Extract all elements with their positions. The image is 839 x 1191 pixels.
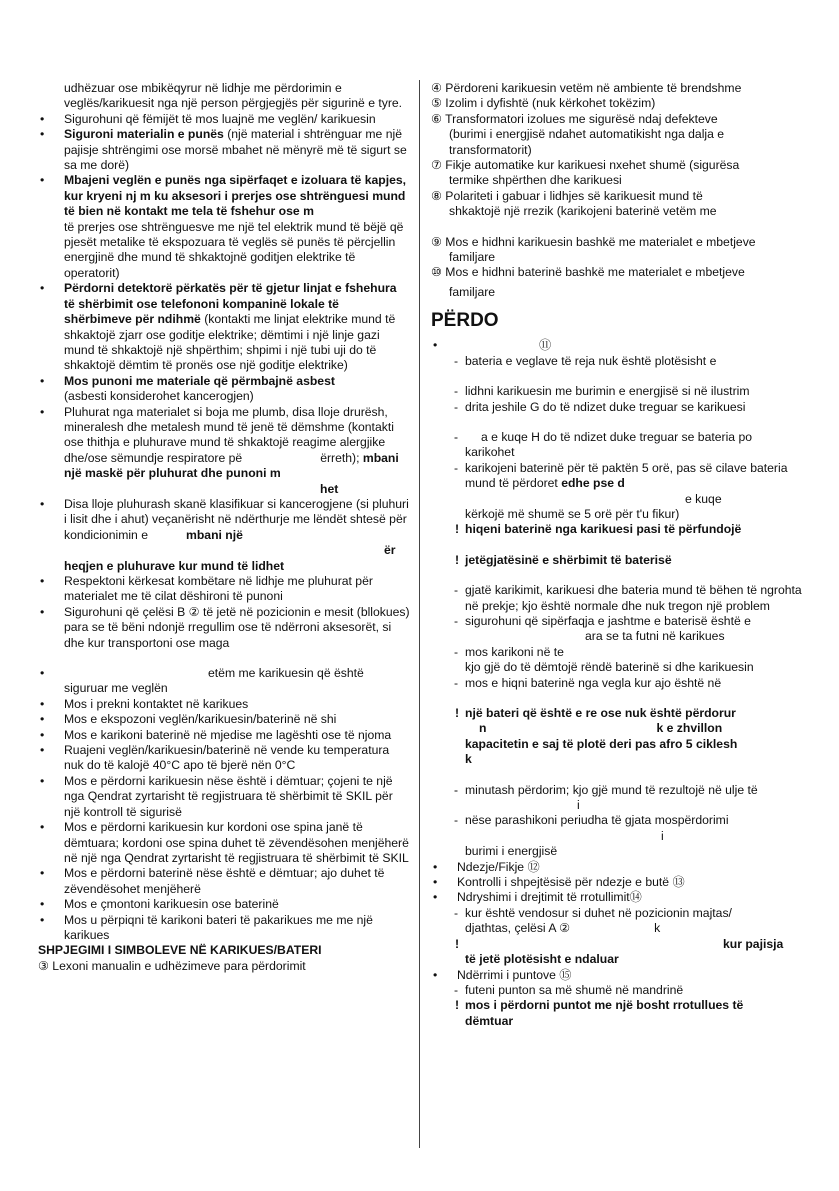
dash-item [431,645,803,676]
bold-text: dëmtuar [465,1013,514,1028]
bold-text: heqjen e pluhurave kur mund të lidhet [64,558,285,573]
spacer [431,691,803,706]
body-text: i [661,828,664,843]
list-item: • Mos i prekni kontaktet në karikues [38,697,410,712]
spacer [431,415,803,430]
symbol-item-cont: familjare [449,250,496,265]
warning-item [431,706,803,768]
bold-text: Siguroni materialin e punës [64,127,224,142]
bold-text: kur pajisja [723,936,784,951]
body-text: (kontakti me linjat elektrike mund të shkaktojë zjarr ose goditje elektrike; dëmtimi i një linje gazi mund të shkaktojë një shpërthim; shpimi i një tubi uji do të shkaktojë dëmtim të pronës ose një goditje elektrike) [64,312,396,373]
safety-list [38,112,410,944]
list-item: • Ndezje/Fikje ⑫ [431,860,803,875]
bold-text: Përdorni detektorë përkatës për të gjetur linjat e fshehura të shërbimit ose telefononi kompaninë lokale të shërbimeve për ndihmë [64,281,397,327]
symbol-item-cont: familjare [449,284,496,299]
list-item: • Ndryshimi i drejtimit të rrotullimit⑭ [431,890,803,905]
bold-text: mbani [359,450,399,465]
bold-text: edhe pse d [561,476,625,491]
right-column [431,81,803,1029]
symbols-heading: SHPJEGIMI I SIMBOLEVE NË KARIKUES/BATERI [38,943,322,958]
list-item: • Mos e çmontoni karikuesin ose baterinë [38,897,410,912]
list-item: • Mos e përdorni karikuesin nëse është i dëmtuar; çojeni te një nga Qendrat zyrtarisht të regjistruara të shërbimit të SKIL për një kontroll të sigurisë [38,774,410,820]
body-text: (asbesti konsiderohet kancerogjen) [64,389,254,404]
dash-item: - lidhni karikuesin me burimin e energjisë si në ilustrim [431,384,803,399]
symbol-item: ⑧ Polariteti i gabuar i lidhjes së karikuesit mund të [431,188,703,203]
spacer [431,768,803,783]
body-text: (një material i shtrënguar me një pajisje shtrëngimi ose morsë mbahet në mënyrë më të sigurt se sa me dorë) [64,127,407,173]
symbol-item: ⑤ Izolim i dyfishtë (nuk kërkohet tokëzim) [431,96,656,111]
list-item: • Mos e ekspozoni veglën/karikuesin/baterinë në shi [38,712,410,727]
dash-item [431,614,803,645]
body-text: kërkojë më shumë se 5 orë për t'u fikur) [465,506,680,521]
body-text: k [654,921,661,936]
usage-list [431,338,803,1029]
body-text: Pluhurat nga materialet si boja me plumb, disa lloje drurësh, mineralesh dhe metalesh mund të jenë të dëmshme (kontakti ose thithja e pluhurave mund të shkaktojë reagime alergjike dhe/ose sëmundje respiratore pë [64,404,394,465]
list-item: • Ndërrimi i puntove ⑮ [431,968,803,983]
body-text: burimi i energjisë [465,844,558,859]
dash-item [431,461,803,523]
list-item: • Sigurohuni që çelësi B ② të jetë në pozicionin e mesit (bllokues) para se të bëni ndonjë rregullim ose të ndërroni aksesorët, si dhe kur transportoni ose maga [38,605,410,651]
body-text: minutash përdorim; kjo gjë mund të rezultojë në ulje të [465,782,758,797]
body-text: e kuqe [685,491,722,506]
list-item: • Sigurohuni që fëmijët të mos luajnë me veglën/ karikuesin [38,112,410,127]
symbol-item-cont: termike shpërthen dhe karikuesi [449,173,622,188]
bold-text: k e zhvillon [656,721,723,736]
symbol-item: ⑨ Mos e hidhni karikuesin bashkë me materialet e mbetjeve [431,234,756,249]
symbol-item-cont: (burimi i energjisë ndahet automatikisht nga dalja e transformatorit) [449,127,725,157]
body-text: etëm me karikuesin që është siguruar me veglën [64,666,364,696]
list-item: • Mos e përdorni baterinë nëse është e dëmtuar; ajo duhet të zëvendësohet menjëherë [38,866,410,897]
list-item: • Respektoni kërkesat kombëtare në lidhje me pluhurat për materialet me të cilat dëshironi të punoni [38,574,410,605]
dash-item [431,906,803,937]
list-item [38,127,410,173]
dash-item [431,813,803,859]
dash-item [431,430,803,461]
spacer [431,538,803,553]
spacer [431,220,803,235]
dash-item: - bateria e veglave të reja nuk është plotësisht e [431,354,803,369]
body-text: ërreth); [320,450,360,465]
bold-text: jetëgjatësinë e shërbimit të baterisë [465,552,672,567]
list-item: • Mos e karikoni baterinë në mjedise me lagështi ose të njoma [38,728,410,743]
body-text: djathtas, çelësi A ② [465,921,571,936]
body-text: të prerjes ose shtrënguesve me një tel elektrik mund të bëjë që pjesët metalike të ekspozuara të veglës së punës të përcjellin energjinë dhe mund të shkaktojnë goditjen elektrike të operatorit) [64,219,404,280]
warning-item-cont [431,553,803,568]
list-item [38,374,410,405]
bold-text: Mbajeni veglën e punës nga sipërfaqet e izoluara të kapjes, kur kryeni nj m ku aksesori i prerjes ose shtrënguesi mund të bien në kontakt me tela të fshehur ose m [64,173,407,219]
body-text: sigurohuni që sipërfaqja e jashtme e baterisë është e [465,613,751,628]
list-item [38,497,410,574]
list-item: • Ruajeni veglën/karikuesin/baterinë në vende ku temperatura nuk do të kalojë 40°C apo të bjerë nën 0°C [38,743,410,774]
dash-item: - drita jeshile G do të ndizet duke treguar se karikuesi [431,400,803,415]
dash-item: - gjatë karikimit, karikuesi dhe bateria mund të bëhen të ngrohta në prekje; kjo është normale dhe nuk tregon një problem [431,583,803,614]
left-column [38,81,410,974]
bold-text: kapacitetin e saj të plotë deri pas afro 5 ciklesh [465,736,738,751]
bold-text: het [320,481,339,496]
list-item: • Kontrolli i shpejtësisë për ndezje e butë ⑬ [431,875,803,890]
bold-text: Mos punoni me materiale që përmbajnë asbest [64,373,335,388]
symbol-item: ⑥ Transformatori izolues me sigurësë ndaj defekteve [431,111,718,126]
list-item [38,173,410,281]
spacer [38,651,410,666]
symbol-number: ⑪ [539,338,552,353]
body-text: i [577,798,580,813]
symbol-item: ⑦ Fikje automatike kur karikuesi nxehet shumë (sigurësa [431,158,740,173]
bold-text: mos i përdorni puntot me një bosht rrotullues të [465,998,744,1013]
list-item: • Mos e përdorni karikuesin kur kordoni ose spina janë të dëmtuara; kordoni ose spina duhet të zëvendësohen menjëherë në një nga Qendrat zyrtarisht të regjistruara të shërbimit të SKIL [38,820,410,866]
column-divider [419,80,420,1148]
section-heading: PËRDO [431,310,499,332]
spacer [431,369,803,384]
body-text: nëse parashikoni periudha të gjata mospërdorimi [465,813,729,828]
symbol-item: ④ Përdoreni karikuesin vetëm në ambiente të brendshme [431,81,742,95]
bold-text: k [465,752,472,767]
warning-item: ! hiqeni baterinë nga karikuesi pasi të përfundojë [431,522,803,537]
bold-text: një bateri që është e re ose nuk është përdorur [465,706,736,720]
bold-text: ër [384,543,396,558]
dash-item: - mos e hiqni baterinë nga vegla kur ajo është në [431,676,803,691]
bold-text: një maskë për pluhurat dhe punoni m [64,466,281,481]
spacer [431,568,803,583]
list-item [38,281,410,373]
symbol-item-cont: shkaktojë një rrezik (karikojeni baterinë vetëm me [449,204,717,219]
warning-item [431,937,803,968]
list-item [431,338,803,353]
bold-text: n [479,721,487,736]
body-text: Disa lloje pluhurash skanë klasifikuar si kancerogjene (si pluhuri i lisit dhe i ahut) veçanërisht në ndërthurje me lëndët shtesë për kondicionimin e [64,496,409,542]
body-text: karikojeni baterinë për të paktën 5 orë, pas së cilave bateria mund të përdoret [465,460,788,491]
list-item: • Mos u përpiqni të karikoni bateri të pakarikues me me një karikues [38,913,410,944]
body-text: ara se ta futni në karikues [585,629,725,644]
intro-text: udhëzuar ose mbikëqyrur në lidhje me përdorimin e veglës/karikuesit nga një person përgjegjës për sigurinë e tyre. [64,81,403,111]
body-text: mos karikoni në te [465,644,564,659]
body-text: a e kuqe H do të ndizet duke treguar se bateria po karikohet [465,429,753,460]
body-text: kjo gjë do të dëmtojë rëndë baterinë si dhe karikuesin [465,660,754,675]
body-text: kur është vendosur si duhet në pozicionin majtas/ [465,905,732,920]
list-item [38,405,410,497]
dash-item: - futeni punton sa më shumë në mandrinë [431,983,803,998]
list-item [38,666,410,697]
symbol-item: ③ Lexoni manualin e udhëzimeve para përdorimit [38,958,306,973]
bold-text: të jetë plotësisht e ndaluar [465,952,619,967]
warning-item [431,998,803,1029]
symbol-item: ⑩ Mos e hidhni baterinë bashkë me materialet e mbetjeve [431,265,745,280]
bold-text: mbani një [186,527,243,542]
dash-item-cont [431,783,803,814]
